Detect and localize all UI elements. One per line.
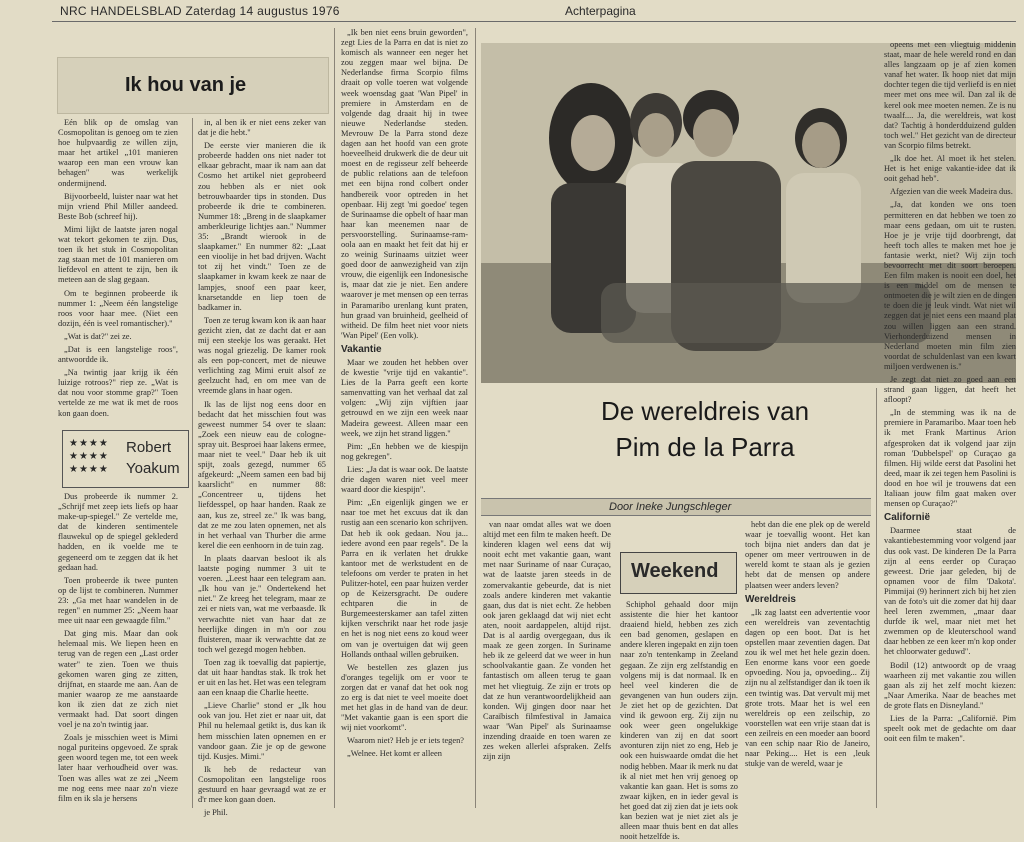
body-paragraph: Ik heb de redacteur van Cosmopolitan een langstelige roos gestuurd en haar gevraagd wat ze er d'r mee kon gaan doen. — [198, 764, 326, 805]
star-rating-icon: ★★★★ ★★★★ ★★★★ — [69, 438, 109, 475]
body-paragraph: „Ja, dat konden we ons toen permitteren en dat hebben we toen zo maar eens gedaan, om uit te rusten. Hoe je je vrije tijd doorbrengt, dat heeft toch alles te maken met hoe je fantasie werkt, niet? Wij zijn toch bevoorrecht met dit soort beroepen. Een film maken is nooit een doel, het is een middel om de mensen te ontmoeten die je wilt zien en de dingen te doen die je leuk vindt. Wat niet wil zeggen dat je niet eens een maand plat zou willen liggen aan een strand. Vierhonderduizend mensen in Nederland moeten min film zien voordat de schuldenlast van een kwart miljoen verdwenen is." — [884, 200, 1016, 371]
column-divider — [192, 118, 193, 808]
weekend-box — [620, 552, 737, 594]
ikhou-column-1-continued — [58, 492, 178, 808]
column-divider — [334, 28, 335, 808]
body-paragraph: „Wat is dat?" zei ze. — [64, 331, 132, 341]
article-column-1 — [341, 28, 468, 808]
ikhou-column-1 — [58, 118, 178, 430]
body-paragraph: „Ik doe het. Al moet ik het stelen. Het is het enige vakantie-idee dat ik ooit gehad heb". — [884, 154, 1016, 184]
subheading: Wereldreis — [745, 593, 796, 605]
body-paragraph: Schiphol gehaald door mijn assistente die hier het kantoor draaiend hield, hebben zes zich een bad genomen, geslapen en andere kleren ingepakt en zijn toen naar zo'n tentenkamp in Zeeland gegaan. Ze zijn erg zelfstandig en volgens mij is dat normaal. Ik en heel veel kinderen die de gevangenen van hun ouders zijn. Je ziet het op de gezichten. Dat vind ik gewoon erg. Zij zijn nu ook weer geen ongelukkige kinderen van zij en dat soort avonturen zijn niet zo eng, Heb je ook een huiswaarde omdat die het nodig hebben. Maar ik merk nu dat ik al niet met hen vrij genoeg op vakantie kan gaan. Het is soms zo zwaar kijken, en in ieder geval is het goed dat zij zien dat je iets ook kan bezien wat je niet ziet als je alleen maar thuis bent en dat alles nooit hetzelfde is. — [620, 600, 738, 842]
article-headline: De wereldreis van Pim de la Parra — [600, 396, 810, 462]
body-paragraph: „Ik zag laatst een advertentie voor een wereldreis van zeventachtig dagen op een boot. Dat is het opstellen maar zeventien dagen. Dat zou ik wel met het hele gezin doen. Een enorme kans voor een goede opvoeding. Nou ja, opvoeding... Zij zijn nu al zelfstandiger dan ik toen ik een twintig was. Dat vervult mij met grote trots. Maar het is wel een wereldreis op een zeilschip, zo voorstellen wat een vrije staan dat is een zeilreis en een moeder aan boord van een schip naar Rio de Janeiro, naar Peking.... Het is een ‚leuk stukje van de wereld, waar je — [745, 607, 870, 769]
body-paragraph: Je zegt dat niet zo goed aan een strand gaan liggen, dat heeft het afloopt? — [884, 375, 1016, 405]
body-paragraph: Daarmee staat de vakantiebestemming voor volgend jaar dus ook vast. De kinderen De la Parra zijn al eens eerder op Curaçao geweest. Drie jaar geleden, bij de opnamen voor de film 'Dakota'. Pimmijai (9) herinnert zich bij het zien van de foto's uit die zomer dat hij daar heel leren zwemmen, „maar daar durfde ik wel, maar niet met het zwemmen op de kleuterschool wand daar hebben ze een keer m'n kop onder het chloorwater geduwd". — [884, 526, 1016, 657]
body-paragraph: In plaats daarvan besloot ik als laatste poging nummer 3 uit te voeren. „Leest haar een telegram aan. „Ik hou van je." Ondertekend het niet." Ze kreeg het telegram, maar ze zei er niets van, wat me verbaasde. Ik verwachtte niet van haar dat ze heerlijke dingen in m'n oor zou fluisteren, maar ik verwachtte dat ze toch wel gezegd mogen hebben. — [198, 553, 326, 654]
column-title: Ik hou van je — [125, 74, 247, 96]
body-paragraph: „In de stemming was ik na de premiere in Paramaribo. Maar toen heb ik met Frank Martinus Arion afgesproken dat ik volgend jaar zijn roman 'Dubbelspel' op Curaçao ga filmen. Hij wilde eerst dat Pasolini het deed, maar ik zei tegen hem Pasolini is dood en hoe wil je trouwens dat een Italiaan jouw film gaat maken over mensen op Curaçao?" — [884, 408, 1016, 509]
body-paragraph: opeens met een vliegtuig middenin staat, maar de hele wereld rond en dan alles langzaam op je af zien komen vanaf het water. Ik hoop niet dat mijn dochter tegen die tijd verliefd is en niet meer met ons mee wil. Dan zal ik de kerel ook mee moeten nemen. Ze is nu twaalf.... Ja, die wereldreis, wat kost dat? Tachtig à honderdduizend gulden toch wel." Het gezicht van de directeur van Scorpio films betrekt. — [884, 40, 1016, 150]
section-name: Achterpagina — [565, 4, 636, 18]
author-name: Robert Yoakum — [126, 439, 180, 477]
article-column-4 — [884, 40, 1016, 808]
column-divider — [876, 388, 877, 808]
body-paragraph: „Lieve Charlie" stond er „Ik hou ook van jou. Het ziet er naar uit, dat Phil nu helemaal getikt is, dus kan ik hem misschien laten opnemen en er vandoor gaan. Zie je op de gewone tijd. Kusjes. Mimi." — [198, 701, 326, 761]
body-paragraph: Bijvoorbeeld, luister naar wat het mijn vriend Phil Miller aandeed. Beste Bob (schreef hij). — [58, 191, 178, 221]
body-paragraph: Eén blik op de omslag van Cosmopolitan is genoeg om te zien hoe hulpvaardig ze willen zijn, maar het artikel „101 manieren waarop een man een vrouw kan behagen" was werkelijk ondermijnend. — [58, 118, 178, 188]
body-paragraph: Zoals je misschien weet is Mimi nogal puriteins opgevoed. Ze sprak geen woord tegen me, tot een week later haar verhoudheid over was. Toen was alles wat ze zei „Neem me nog eens mee naar zo'n vieze film en ik sla je hersens — [58, 733, 178, 803]
weekend-label: Weekend — [631, 560, 719, 582]
body-paragraph: Toen ze terug kwam kon ik aan haar gezicht zien, dat ze dacht dat er aan mij een steekje los was geraakt. Het was nogal griezelig. De kamer rook als een pop-concert, met de nieuwe verlichting zag Mimi eruit alsof ze geelzucht had, en om mee van de vreemde glans in haar ogen. — [198, 315, 326, 396]
body-paragraph: in, al ben ik er niet eens zeker van dat je die hebt." — [198, 118, 326, 138]
body-paragraph: Afgezien van die week Madeira dus. — [890, 187, 1013, 197]
weekend-column — [620, 600, 738, 842]
subheading: Vakantie — [341, 343, 382, 355]
body-paragraph: Waarom niet? Heb je er iets tegen? — [347, 736, 464, 746]
body-paragraph: „Na twintig jaar krijg ik één luizige rotroos?" riep ze. „Wat is dat nou voor stomme grap?" Toen vertelde ze me wat ik met de roos kon gaan doen. — [58, 368, 178, 418]
body-paragraph: Lies de la Parra: „Californië. Pim speelt ook met de gedachte om daar ooit een film te maken". — [884, 714, 1016, 744]
body-paragraph: We bestellen zes glazen jus d'oranges tegelijk om er voor te zorgen dat er vanaf dat het ook nog zo erg is dat niet te veel moeite doet met het glas in de hand van de deur. "Met vakantie gaan is een sport die wij niet voorkomt". — [341, 662, 468, 733]
body-paragraph: De eerste vier manieren die ik probeerde hadden ons niet nader tot elkaar gebracht, maar ik nam aan dat Cosmo het artikel niet geprobeerd zou hebben als er niet ook betrouwbaarder tips in stonden. Dus probeerde ik drie te combineren. Nummer 18: „Breng in de slaapkamer amberkleurige lichtjes aan." Nummer 35: „Brandt wierook in de slaapkamer." En nummer 82: „Laat een vioolije in het bad drijven. Wacht tot zij het vindt." Toen ze de slaapkamer in kwam keek ze naar de lampjes, snoof een paar keer, knarsetandde en liep toen de badkamer in. — [198, 141, 326, 312]
body-paragraph: Bodil (12) antwoordt op de vraag waarheen zij met vakantie zou willen gaan als zij het zelf mocht kiezen: „Naar Amerika. Naar de beaches met de grote flats en Disneyland." — [884, 660, 1016, 710]
ikhou-column-2 — [198, 118, 326, 818]
body-paragraph: „Welnee. Het komt er alleen — [347, 749, 442, 759]
byline-bar — [481, 498, 871, 516]
masthead-title: NRC HANDELSBLAD Zaterdag 14 augustus 1976 — [60, 4, 340, 18]
body-paragraph: Om te beginnen probeerde ik nummer 1: „Neem één langstelige roos voor haar mee. (Niet een dozijn, één is veel romantischer)." — [58, 288, 178, 328]
article-column-3 — [745, 520, 870, 808]
article-column-2 — [483, 520, 611, 808]
body-paragraph: je Phil. — [204, 808, 228, 818]
body-paragraph: Toen probeerde ik twee punten op de lijst te combineren. Nummer 23: „Ga met haar wandelen in de regen" en nummer 25: „Neem haar mee uit naar een gewaagde film." — [58, 575, 178, 626]
body-paragraph: Dat ging mis. Maar dan ook helemaal mis. We liepen heen en terug van de regen een „Last order water" te zien. Toen we thuis gekomen waren ging ze zitten, drijfnat, en staarde me aan. Aan de manier waarop ze me aanstaarde kon ik zien dat ze zich niet vermaakt had. Dat soort dingen voel je na zo'n twintig jaar. — [58, 629, 178, 730]
subheading: Californië — [884, 512, 931, 524]
byline: Door Ineke Jungschleger — [609, 501, 732, 513]
body-paragraph: Toen zag ik toevallig dat papiertje, dat uit haar handtas stak. Ik trok het er uit en las het. Het was een telegram aan een knaap die Charlie heette. — [198, 657, 326, 698]
body-paragraph: hebt dan die ene plek op de wereld waar je toevallig woont. Het kan toch bijna niet anders dan dat je opener om meer vertrouwen in de wereld komt te staan als je gezien hebt dat de mensen op andere plaatsen weer anders leven? — [745, 520, 870, 590]
author-box — [62, 430, 189, 488]
body-paragraph: Pim: „En eigenlijk gingen we er naar toe met het excuus dat ik dan rustig aan een scenario kon schrijven. Dat heb ik ook gedaan. Nou ja... iedere avond een paar regels". De la Parra en ik verlaten het drukke kantoor met de werkstudent en de telefoons om verder te praten in het Pulitzer-hotel, een paar huizen verder op de Keizersgracht. De oudere echtparen die in de Burgemeesterskamer aan tafel zitten kijken verschrikt naar het rode jasje en het is nog niet eens zo koud weer om van je overtuigen dat wij geen Hollands onthaal willen gebruiken. — [341, 498, 468, 659]
masthead-rule — [52, 21, 1016, 22]
body-paragraph: Lies: „Ja dat is waar ook. De laatste drie dagen waren niet veel meer waard door die kiespijn". — [341, 464, 468, 495]
body-paragraph: Ik las de lijst nog eens door en bedacht dat het misschien fout was geweest nummer 54 over te slaan: „Zoek een nieuw eau de cologne-spray uit. Besproei haar lakens ermee, maar niet te veel." Daar heb ik uit spijt, zoals gezegd, nummer 65 afgekeurd: „Neem samen een bad bij kaarslicht" en nummer 88: „Concentreer u, tijdens het liefdesspel, op haar handen. Raak ze aan, kus ze, streel ze." Ik was bang, dat ze me zou laten opnemen, net als in het verhaal van Thurber die arme kerel die een eenhoorn in de tuin zag. — [198, 399, 326, 550]
body-paragraph: van naar omdat alles wat we doen altijd met een film te maken heeft. De kinderen klagen wel eens dat wij nooit echt met vakantie gaan, want met naar Suriname of naar Curaçao, wat de laatste jaren steeds in de zomervakantie gebeurde, dat is niet zoals andere kinderen met vakantie gaan, dus dat is niet echt. Ze hebben ook jaren geklaagd dat wij niet echt aten, nooit aardappelen, altijd rijst. Dat is al aardig overgegaan, dus ik maak ze geen zorgen. In Suriname heb ik ze geleerd dat we weer in hun schoolvakantie gaan. Ze vonden het fantastisch om alleen terug te gaan met het vliegtuig. Ze zijn er trots op dat ze hun verantwoordelijkheid aan konden. Wij gingen door naar het Caraïbisch filmfestival in Jamaica waar 'Wan Pipel' als Surinaamse inzending draaide en toen waren ze zes weken allerlei afspraken. Zelfs zijn zijn — [483, 520, 611, 762]
body-paragraph: „Dat is een langstelige roos", antwoordde ik. — [58, 344, 178, 365]
column-divider — [475, 28, 476, 808]
body-paragraph: Maar we zouden het hebben over de kwestie "vrije tijd en vakantie". Lies de la Parra geeft een korte samenvatting van het verhaal dat zal volgen: „Wij zijn vijftien jaar getrouwd en we zijn een week naar Madeira geweest. Alleen maar een week, we zijn het strand liggen." — [341, 358, 468, 438]
body-paragraph: Mimi lijkt de laatste jaren nogal wat tekort gekomen te zijn. Dus, toen ik het stuk in Cosmopolitan zag staan met de 101 manieren om liefdevol en attent te zijn, ben ik meteen aan de slag gegaan. — [58, 224, 178, 285]
body-paragraph: Pim: „En hebben we de kiespijn nog gekregen". — [341, 441, 468, 461]
body-paragraph: „Ik ben niet eens bruin geworden", zegt Lies de la Parra en dat is niet zo komisch als wanneer een neger het zou zeggen maar wel bijna. De Nederlandse firma Scorpio films draait op volle toeren wat volgende week woensdag gaat 'Wan Pipel' in premiere in Amsterdam en de volgende dag draait hij in twee nieuwe Nederlandse steden. Mevrouw De la Parra stond deze dagen aan het hoofd van een grote hoeveelheid drukwerk die de deur uit moest en de regisseur zelf beheerde de public relations aan de telefoon met een bijna rond colbert onder handbereik voor optreden in het openbaar. Hij zegt 'mi goedoe' tegen de Surinaamse die opbelt of haar man haar kan meenemen naar de persvoorstelling. Surinaamse-ram-oola aan en maakt het feit dat hij er zo weinig Surinaams uitziet weer goed door de aanwezigheid van zijn vrouw, die eigenlijk een Indonesische is, maar dat zie je niet. Een andere waarover je met mensen op een terras in Paramaribo urenlang kunt praten, hun graad van bruinheid, geelheid of witheid. De film heet niet voor niets 'Wan Pipel' (Een volk). — [341, 28, 468, 340]
body-paragraph: Dus probeerde ik nummer 2. „Schrijf met zeep iets liefs op haar make-up-spiegel." Ze vertelde me, dat de kinderen sentimentele flauwekul op de spiegel geklederd hadden, en ik voelde me te gegeneerd om te zeggen dat ik het gedaan had. — [58, 492, 178, 572]
